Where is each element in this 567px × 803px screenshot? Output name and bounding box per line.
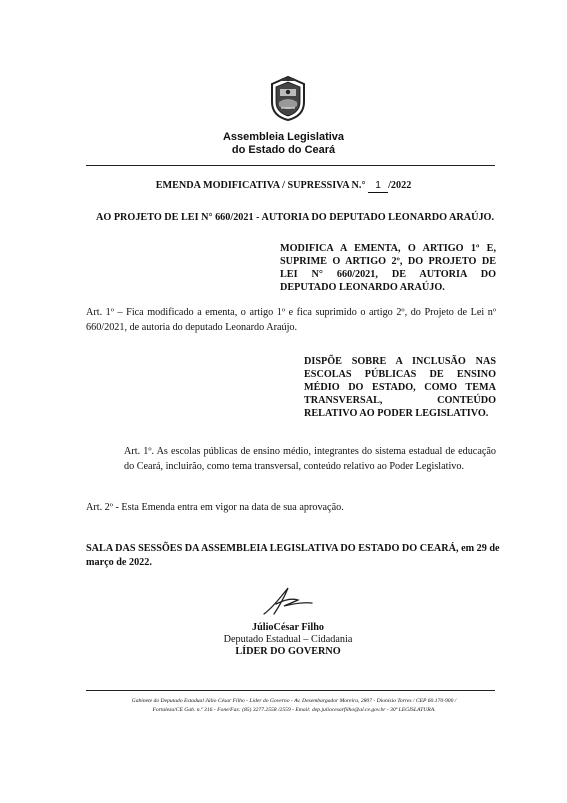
signature-block: [176, 622, 400, 658]
ementa-summary: MODIFICA A EMENTA, O ARTIGO 1º E, SUPRIME O ARTIGO 2º, DO PROJETO DE LEI N° 660/2021, DE AUTORIA DO DEPUTADO LEONARDO ARAÚJO.: [280, 243, 496, 293]
article-1: Art. 1º – Fica modificado a ementa, o artigo 1º e fica suprimido o artigo 2º, do Projeto de Lei nº 660/2021, de autoria do deputado Leonardo Araújo.: [86, 307, 496, 333]
signer-title: LÍDER DO GOVERNO: [235, 646, 341, 657]
title-suffix: /2022: [388, 180, 412, 191]
footer-divider: [86, 690, 495, 691]
institution-name: [0, 131, 567, 157]
footer-line-1: Gabinete do Deputado Estadual Júlio César Filho - Líder do Governo - Av. Desembargador Moreira, 2807 - Dionísio Torres / CEP 60.170-900 /: [131, 698, 457, 704]
title-number: 1: [368, 179, 388, 193]
institution-line-1: Assembleia Legislativa: [222, 131, 345, 143]
institution-line-2: do Estado do Ceará: [231, 144, 336, 156]
document-subject: AO PROJETO DE LEI N° 660/2021 - AUTORIA DO DEPUTADO LEONARDO ARAÚJO.: [96, 212, 495, 223]
document-title: [0, 179, 567, 193]
new-article-1: Art. 1º. As escolas públicas de ensino médio, integrantes do sistema estadual de educação do Ceará, incluirão, como tema transversal, conteúdo relativo ao Poder Legislativo.: [124, 446, 496, 472]
new-ementa: DISPÕE SOBRE A INCLUSÃO NAS ESCOLAS PÚBLICAS DE ENSINO MÉDIO DO ESTADO, COMO TEMA TRANSVERSAL, CONTEÚDO RELATIVO AO PODER LEGISLATIVO.: [304, 356, 496, 419]
signer-role: Deputado Estadual – Cidadania: [223, 634, 353, 645]
coat-of-arms-icon: [268, 74, 308, 122]
title-prefix: EMENDA MODIFICATIVA / SUPRESSIVA N.°: [155, 180, 366, 191]
handwritten-signature: [258, 584, 316, 618]
signer-name: JúlioCésar Filho: [252, 622, 324, 633]
header-divider: [86, 165, 495, 166]
article-2: Art. 2º - Esta Emenda entra em vigor na data de sua aprovação.: [86, 502, 344, 513]
footer-line-2: Fortaleza/CE Gab. n.º 316 - Fone/Fax: (85) 3277.2558 /2559 - Email: dep.juliocesarfilho@al.ce.gov.br - 30ª LEGISLATURA.: [152, 706, 436, 713]
closing-statement: SALA DAS SESSÕES DA ASSEMBLEIA LEGISLATIVA DO ESTADO DO CEARÁ, em 29 de março de 2022.: [86, 543, 500, 568]
footer-address: [78, 697, 510, 714]
